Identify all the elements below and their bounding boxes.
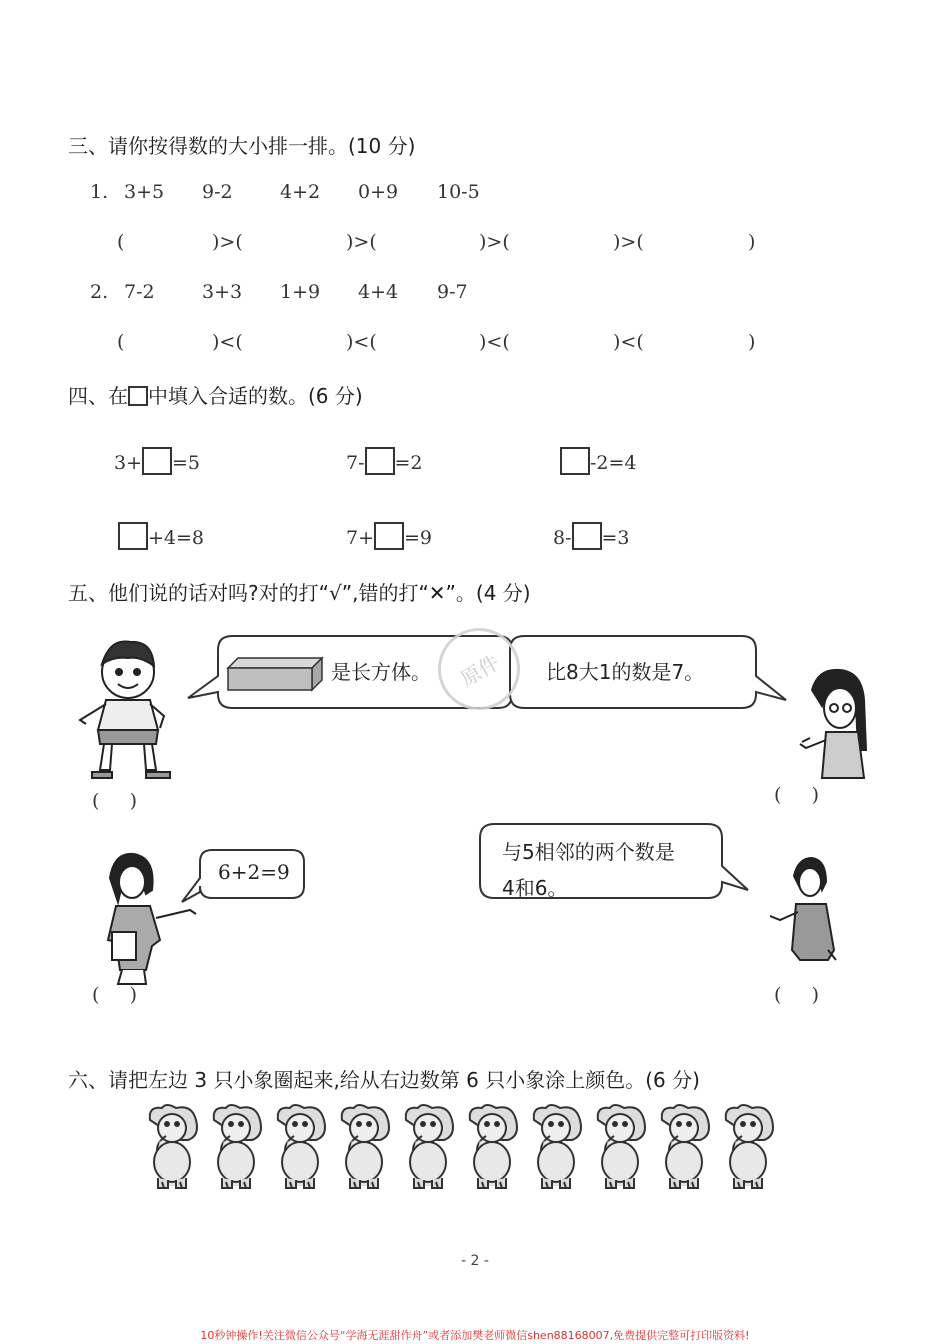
q1-expr-1: 3+5 xyxy=(124,181,165,203)
q2-number: 2. xyxy=(90,281,109,303)
q2-lt-3: )<( xyxy=(479,331,510,353)
eq-1 xyxy=(114,447,200,475)
q1-gt-4: )>( xyxy=(613,231,644,253)
eq-2 xyxy=(346,447,423,475)
q1-expr-2: 9-2 xyxy=(202,181,233,203)
q1-gt-1: )>( xyxy=(212,231,243,253)
elephant-icon[interactable] xyxy=(726,1105,773,1188)
eq-5 xyxy=(346,522,432,550)
q1-number: 1. xyxy=(90,181,109,203)
eq-2-pre: 7- xyxy=(346,452,365,474)
elephant-icon[interactable] xyxy=(278,1105,325,1188)
blank-box-icon xyxy=(128,386,148,406)
q2-lt-2: )<( xyxy=(346,331,377,353)
q1-close-paren: ) xyxy=(748,231,756,253)
elephant-icon[interactable] xyxy=(470,1105,517,1188)
elephant-icon[interactable] xyxy=(406,1105,453,1188)
elephant-icon[interactable] xyxy=(214,1105,261,1188)
q1-gt-2: )>( xyxy=(346,231,377,253)
bubble1-text: 是长方体。 xyxy=(331,660,431,684)
section4-heading-post: 中填入合适的数。(6 分) xyxy=(148,384,363,408)
eq-6-pre: 8- xyxy=(553,527,572,549)
elephant-icon[interactable] xyxy=(150,1105,197,1188)
answer-paren-woman[interactable]: ( ) xyxy=(774,984,820,1006)
teacher-figure-bottom-right xyxy=(770,858,836,960)
answer-box[interactable] xyxy=(118,522,148,550)
q1-expr-4: 0+9 xyxy=(358,181,399,203)
answer-box[interactable] xyxy=(560,447,590,475)
eq-3 xyxy=(560,447,637,475)
answer-paren-boy[interactable]: ( ) xyxy=(92,790,138,812)
q1-open-paren: ( xyxy=(117,231,125,253)
elephant-row xyxy=(140,1100,820,1200)
q2-expr-4: 4+4 xyxy=(358,281,399,303)
eq-5-pre: 7+ xyxy=(346,527,375,549)
teacher-figure-right xyxy=(800,670,866,778)
q2-open-paren: ( xyxy=(117,331,125,353)
girl-figure-left xyxy=(108,854,196,984)
answer-box[interactable] xyxy=(365,447,395,475)
q2-lt-1: )<( xyxy=(212,331,243,353)
eq-5-post: =9 xyxy=(404,527,433,549)
eq-3-post: -2=4 xyxy=(590,452,637,474)
bubble4-text-line1: 与5相邻的两个数是 xyxy=(502,840,675,864)
section6-heading: 六、请把左边 3 只小象圈起来,给从右边数第 6 只小象涂上颜色。(6 分) xyxy=(68,1068,700,1092)
eq-4 xyxy=(118,522,204,550)
section3-heading: 三、请你按得数的大小排一排。(10 分) xyxy=(68,134,416,158)
bubble2-text: 比8大1的数是7。 xyxy=(546,660,705,684)
q1-gt-3: )>( xyxy=(479,231,510,253)
boy-figure xyxy=(80,641,170,778)
q2-expr-3: 1+9 xyxy=(280,281,321,303)
eq-6 xyxy=(553,522,630,550)
elephant-icon[interactable] xyxy=(598,1105,645,1188)
stamp-watermark: 原件 xyxy=(423,613,535,725)
bubble4-text-line2: 4和6。 xyxy=(502,876,568,900)
cuboid-icon xyxy=(228,658,322,690)
elephant-icon[interactable] xyxy=(662,1105,709,1188)
eq-6-post: =3 xyxy=(601,527,630,549)
section5-heading: 五、他们说的话对吗?对的打“√”,错的打“✕”。(4 分) xyxy=(68,581,531,605)
answer-box[interactable] xyxy=(142,447,172,475)
footer-notice: 10秒钟操作!关注微信公众号“学海无涯甜作舟”或者添加樊老师微信shen88168007,免费提供完整可打印版资料! xyxy=(200,1329,750,1342)
elephant-icon[interactable] xyxy=(534,1105,581,1188)
q2-expr-1: 7-2 xyxy=(124,281,155,303)
q2-lt-4: )<( xyxy=(613,331,644,353)
page-number: - 2 - xyxy=(461,1253,489,1269)
eq-1-post: =5 xyxy=(172,452,201,474)
q1-expr-5: 10-5 xyxy=(437,181,480,203)
elephant-icon[interactable] xyxy=(342,1105,389,1188)
eq-2-post: =2 xyxy=(394,452,423,474)
answer-box[interactable] xyxy=(572,522,602,550)
bubble3-text: 6+2=9 xyxy=(218,860,290,884)
section4-heading xyxy=(68,380,363,409)
q1-expr-3: 4+2 xyxy=(280,181,321,203)
q2-expr-5: 9-7 xyxy=(437,281,468,303)
q2-expr-2: 3+3 xyxy=(202,281,243,303)
eq-1-pre: 3+ xyxy=(114,452,143,474)
answer-paren-girl[interactable]: ( ) xyxy=(92,984,138,1006)
answer-box[interactable] xyxy=(374,522,404,550)
answer-paren-teacher[interactable]: ( ) xyxy=(774,784,820,806)
eq-4-post: +4=8 xyxy=(148,527,205,549)
section4-heading-pre: 四、在 xyxy=(68,384,128,408)
q2-close-paren: ) xyxy=(748,331,756,353)
